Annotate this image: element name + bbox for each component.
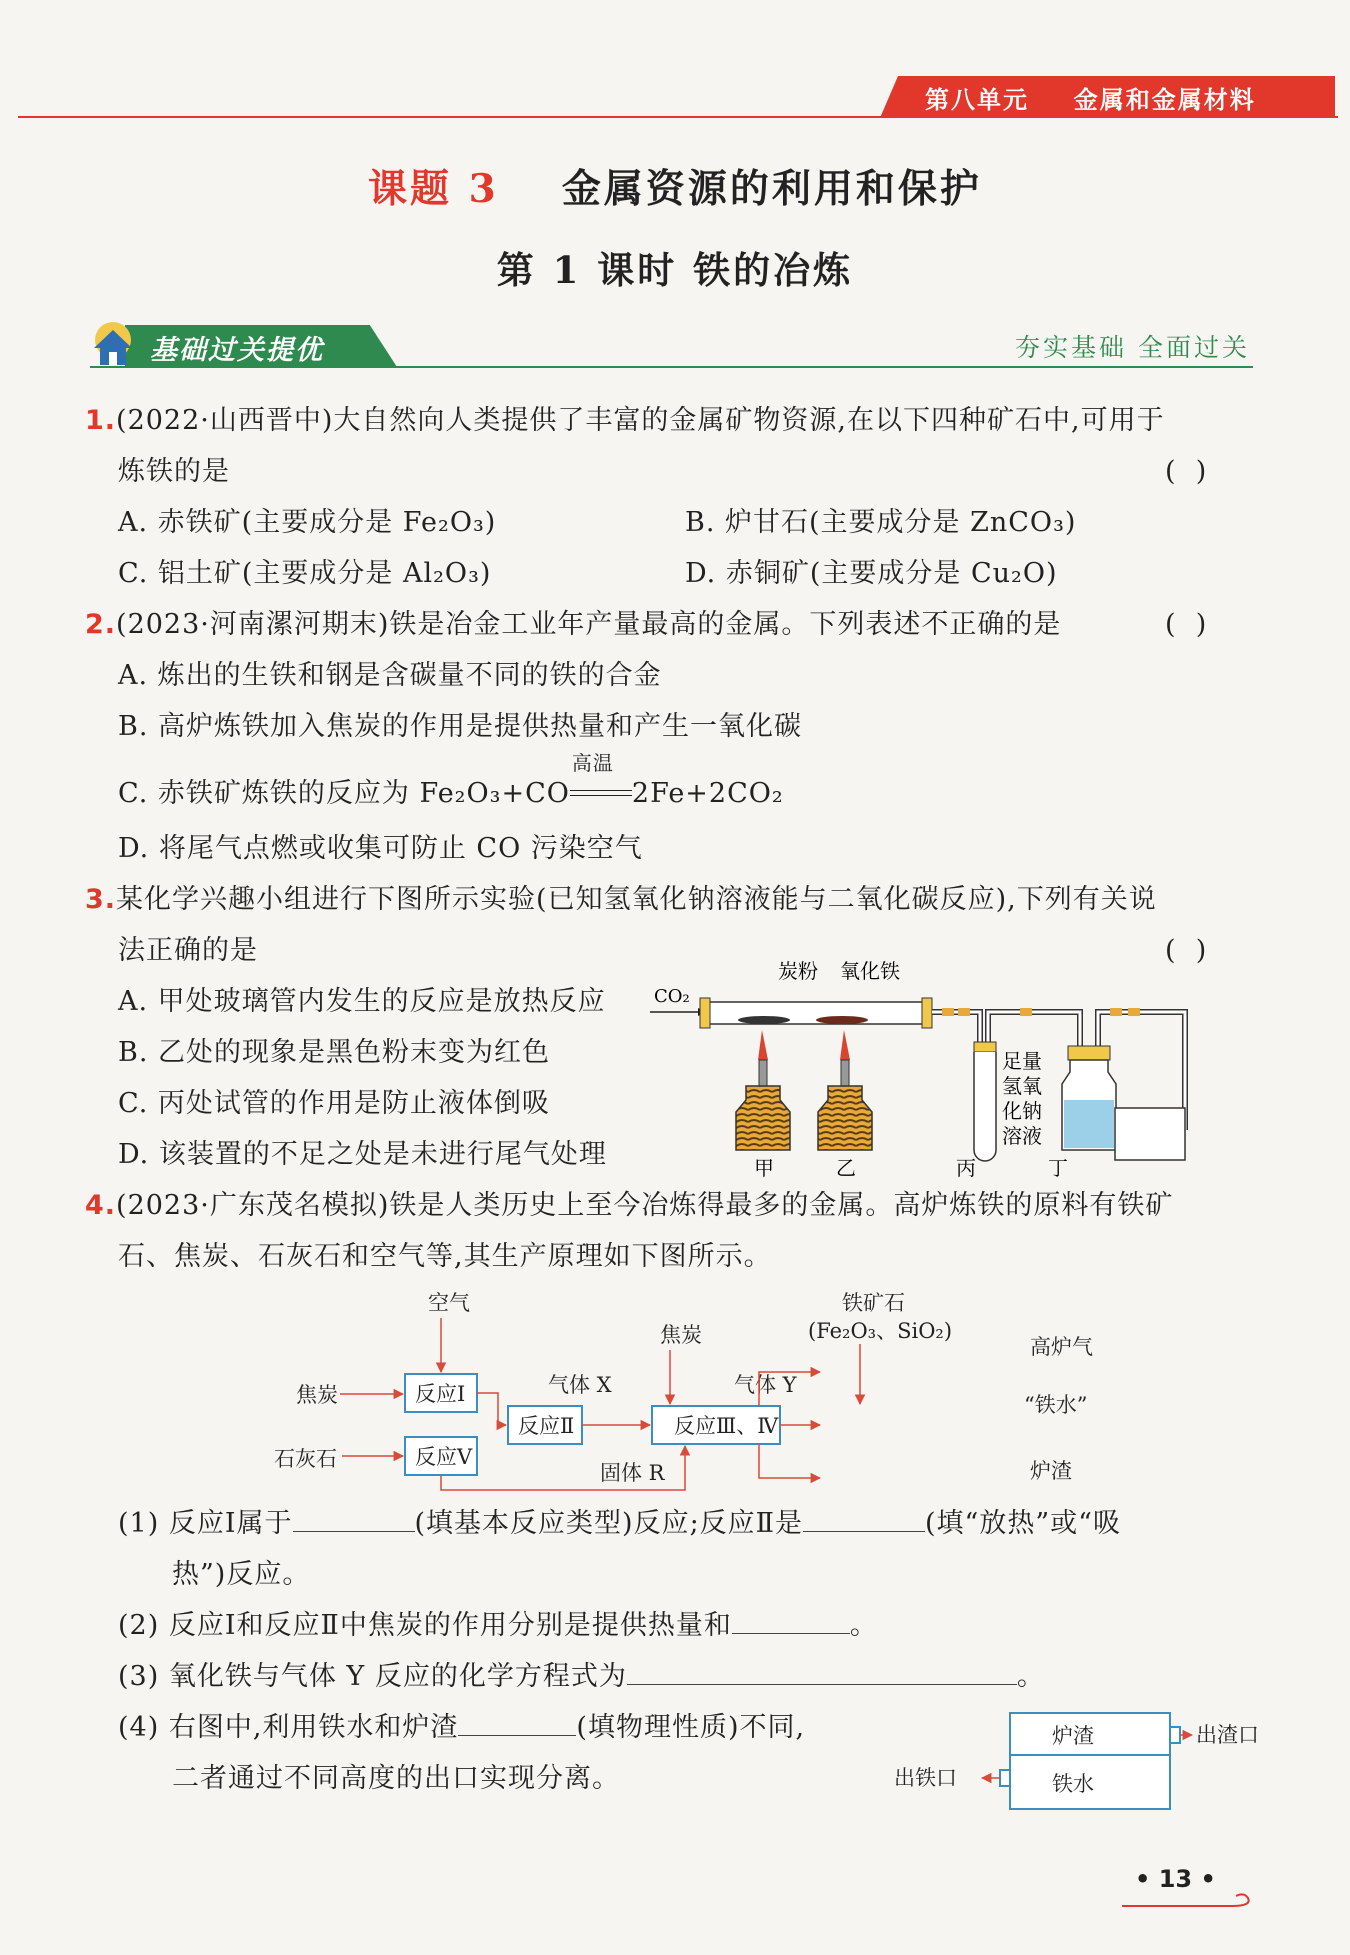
- separation-diagram: [890, 1705, 1265, 1815]
- unit-label: 第八单元: [925, 86, 1029, 114]
- co2-label: CO₂: [654, 986, 690, 1007]
- q4-sub2-b: 。: [849, 1610, 878, 1641]
- q2-option-d: D. 将尾气点燃或收集可防止 CO 污染空气: [118, 833, 643, 864]
- lesson-title: [0, 158, 1350, 214]
- q3-stem-line1: 某化学兴趣小组进行下图所示实验(已知氢氧化钠溶液能与二氧化碳反应),下列有关说: [116, 884, 1157, 915]
- iron-layer-label: 铁水: [1052, 1772, 1094, 1796]
- q3-option-b: B. 乙处的现象是黑色粉末变为红色: [118, 1037, 551, 1068]
- reaction-condition: 高温: [571, 750, 614, 775]
- output-slag: 炉渣: [1030, 1459, 1072, 1483]
- q2-stem: [85, 599, 1061, 650]
- label-gas-x: 气体 X: [548, 1373, 612, 1397]
- topic-title: 金属资源的利用和保护: [561, 166, 982, 212]
- header-text: [925, 80, 1256, 115]
- q4-stem: [85, 1180, 1173, 1231]
- label-bing: 丙: [956, 1156, 976, 1180]
- q1-stem-line1: (2022·山西晋中)大自然向人类提供了丰富的金属矿物资源,在以下四种矿石中,可用于: [116, 405, 1165, 436]
- test-tube-bing: [974, 1042, 996, 1161]
- input-ore: 铁矿石: [842, 1291, 905, 1315]
- q4-sub4-blank[interactable]: [458, 1705, 576, 1736]
- burner-jia: [736, 1030, 790, 1150]
- q1-option-b: B. 炉甘石(主要成分是 ZnCO₃): [685, 507, 1077, 538]
- iron-oxide-label: 氧化铁: [840, 959, 900, 983]
- q2-option-b: B. 高炉炼铁加入焦炭的作用是提供热量和产生一氧化碳: [118, 711, 803, 742]
- label-solid-r: 固体 R: [600, 1461, 665, 1485]
- q4-sub1-c: (填“放热”或“吸: [925, 1508, 1121, 1539]
- q3-option-d: D. 该装置的不足之处是未进行尾气处理: [118, 1139, 607, 1170]
- q1-answer-paren: ( ): [1165, 456, 1208, 487]
- q4-sub4-a: (4) 右图中,利用铁水和炉渣: [118, 1712, 459, 1743]
- carbon-powder-label: 炭粉: [778, 959, 818, 983]
- q1-option-a: A. 赤铁矿(主要成分是 Fe₂O₃): [118, 507, 497, 538]
- q1-option-c: C. 铝土矿(主要成分是 Al₂O₃): [118, 558, 492, 589]
- reaction-5-label: 反应Ⅴ: [415, 1445, 473, 1469]
- q1-option-d: D. 赤铜矿(主要成分是 Cu₂O): [685, 558, 1058, 589]
- q4-sub1-blank-1[interactable]: [293, 1501, 415, 1532]
- q4-sub4-b: (填物理性质)不同,: [576, 1712, 806, 1743]
- q2-option-c-right: 2Fe+2CO₂: [631, 778, 784, 809]
- q4-sub3-a: (3) 氧化铁与气体 Y 反应的化学方程式为: [118, 1661, 627, 1692]
- gas-bottle-ding: [1062, 1046, 1116, 1150]
- naoh-label-1: 足量: [1002, 1049, 1042, 1073]
- slag-outlet-label: 出渣口: [1196, 1723, 1259, 1747]
- q4-sub2-blank[interactable]: [732, 1603, 850, 1634]
- input-limestone: 石灰石: [274, 1447, 337, 1471]
- page-number: • 13 •: [1135, 1865, 1216, 1893]
- output-molten-iron: “铁水”: [1024, 1393, 1088, 1417]
- section-badge: 基础过关提优: [150, 335, 324, 366]
- burner-yi: [818, 1030, 872, 1150]
- input-air: 空气: [428, 1291, 470, 1315]
- reaction-3-4-label: 反应Ⅲ、Ⅳ: [674, 1414, 779, 1438]
- q4-sub3-b: 。: [1016, 1661, 1045, 1692]
- q3-stem: [85, 874, 1157, 925]
- reaction-arrow: [570, 750, 632, 805]
- q2-answer-paren: ( ): [1165, 609, 1208, 640]
- section-motto: 夯实基础 全面过关: [1015, 333, 1250, 362]
- q4-sub2-a: (2) 反应Ⅰ和反应Ⅱ中焦炭的作用分别是提供热量和: [118, 1610, 732, 1641]
- input-ore-composition: (Fe₂O₃、SiO₂): [808, 1319, 953, 1343]
- iron-outlet-label: 出铁口: [894, 1766, 957, 1790]
- q2-option-c: [118, 750, 784, 819]
- q1-stem: [85, 395, 1260, 446]
- q3-stem-line2: 法正确的是: [118, 935, 258, 966]
- q4-sub4-line1: [118, 1702, 805, 1753]
- q3-option-a: A. 甲处玻璃管内发生的反应是放热反应: [118, 986, 606, 1017]
- input-coke-1: 焦炭: [296, 1383, 338, 1407]
- q4-stem-line2: 石、焦炭、石灰石和空气等,其生产原理如下图所示。: [118, 1241, 772, 1272]
- q4-sub3-blank[interactable]: [627, 1654, 1017, 1685]
- naoh-label-4: 溶液: [1002, 1124, 1042, 1148]
- q4-sub1-line2: 热”)反应。: [172, 1559, 311, 1590]
- period-title: 第 1 课时 铁的冶炼: [496, 248, 854, 292]
- output-furnace-gas: 高炉气: [1030, 1335, 1093, 1359]
- label-jia: 甲: [754, 1156, 774, 1180]
- blast-furnace-flowchart: [260, 1282, 1130, 1502]
- house-icon: [88, 318, 138, 368]
- q4-sub1-b: (填基本反应类型)反应;反应Ⅱ是: [414, 1508, 804, 1539]
- q4-number: 4.: [85, 1190, 117, 1221]
- input-coke-2: 焦炭: [660, 1323, 702, 1347]
- naoh-label-3: 化钠: [1002, 1099, 1042, 1123]
- q2-stem-text: (2023·河南漯河期末)铁是冶金工业年产量最高的金属。下列表述不正确的是: [116, 609, 1062, 640]
- naoh-label-2: 氢氧: [1002, 1074, 1042, 1098]
- slag-layer-label: 炉渣: [1052, 1724, 1094, 1748]
- topic-label: 课题 3: [368, 166, 499, 212]
- q2-option-a: A. 炼出的生铁和钢是含碳量不同的铁的合金: [118, 660, 662, 691]
- reaction-2-label: 反应Ⅱ: [518, 1414, 575, 1438]
- label-ding: 丁: [1048, 1156, 1068, 1180]
- q2-option-c-left: C. 赤铁矿炼铁的反应为 Fe₂O₃+CO: [118, 778, 570, 809]
- q4-sub3: [118, 1651, 1045, 1702]
- page-curl-icon: [1120, 1892, 1260, 1914]
- q4-sub4-line2: 二者通过不同高度的出口实现分离。: [172, 1763, 620, 1794]
- q4-sub2: [118, 1600, 878, 1651]
- q4-stem-line1: (2023·广东茂名模拟)铁是人类历史上至今冶炼得最多的金属。高炉炼铁的原料有铁矿: [116, 1190, 1174, 1221]
- q4-sub1-a: (1) 反应Ⅰ属于: [118, 1508, 293, 1539]
- q4-sub1-line1: [118, 1498, 1121, 1549]
- unit-title: 金属和金属材料: [1073, 86, 1256, 114]
- label-yi: 乙: [836, 1156, 856, 1180]
- q4-sub1-blank-2[interactable]: [803, 1501, 925, 1532]
- q2-number: 2.: [85, 609, 117, 640]
- q1-stem-line2: 炼铁的是: [118, 456, 230, 487]
- beaker: [1115, 1108, 1185, 1160]
- label-gas-y: 气体 Y: [734, 1373, 797, 1397]
- q3-answer-paren: ( ): [1165, 935, 1208, 966]
- reaction-1-label: 反应Ⅰ: [415, 1382, 466, 1406]
- q1-number: 1.: [85, 405, 117, 436]
- q3-number: 3.: [85, 884, 117, 915]
- apparatus-diagram: [640, 950, 1200, 1190]
- q3-option-c: C. 丙处试管的作用是防止液体倒吸: [118, 1088, 550, 1119]
